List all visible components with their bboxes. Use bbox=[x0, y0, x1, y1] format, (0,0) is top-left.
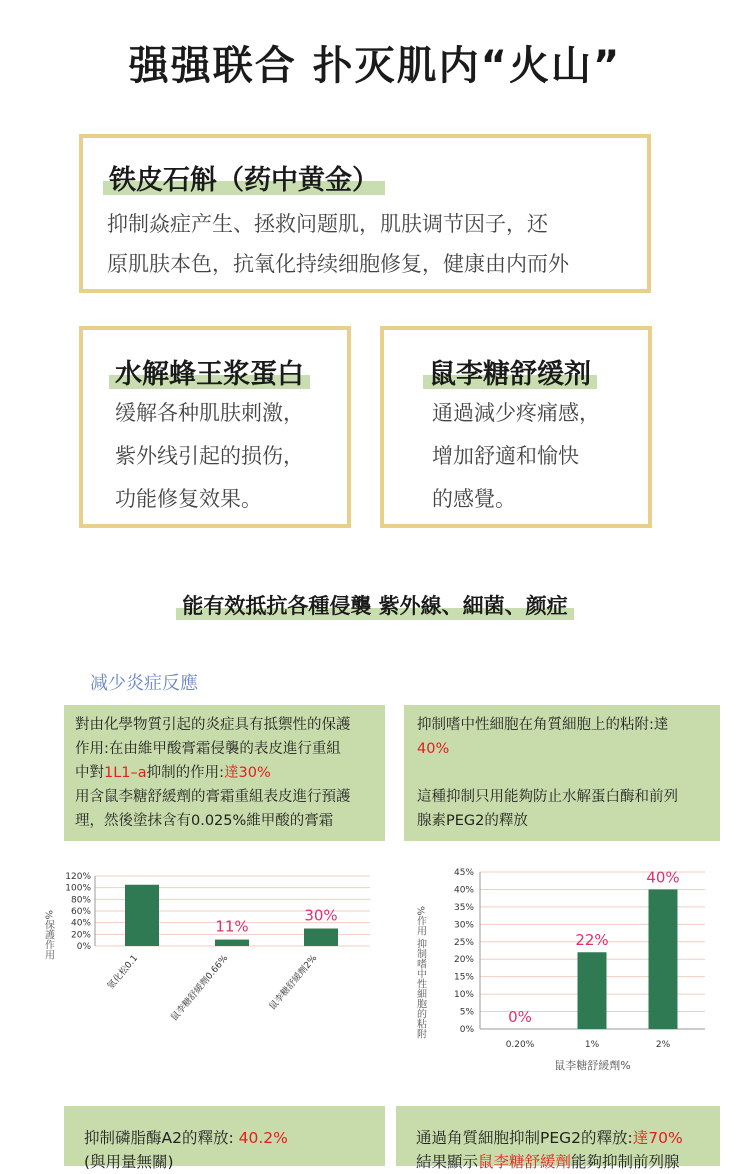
info-panel-bottom-left bbox=[64, 1106, 385, 1171]
ingredient-card-dendrobium bbox=[79, 134, 651, 293]
panel-text: 中對 bbox=[75, 765, 104, 781]
section-subheading: 能有效抵抗各種侵襲 紫外線、細菌、颜症 bbox=[176, 590, 573, 620]
y-axis-label: %作用 抑制嗜中性細胞的粘附 bbox=[414, 906, 426, 1039]
y-tick-label: 20% bbox=[453, 955, 474, 966]
panel-highlight: 40.2% bbox=[238, 1129, 288, 1147]
x-tick-label: 0.20% bbox=[505, 1040, 535, 1050]
panel-highlight: 鼠李糖舒緩劑 bbox=[478, 1153, 572, 1171]
y-tick-label: 100% bbox=[65, 883, 91, 894]
x-tick-label: 鼠李糖舒緩劑2% bbox=[267, 953, 320, 1013]
panel-highlight: 達30% bbox=[224, 765, 271, 781]
card-text-line: 的感覺。 bbox=[432, 487, 516, 511]
y-tick-label: 10% bbox=[453, 990, 474, 1001]
page-title: 强强联合 扑灭肌内“火山” bbox=[128, 43, 622, 89]
y-tick-label: 35% bbox=[453, 902, 474, 913]
bar-chart-adhesion bbox=[400, 860, 720, 1080]
panel-text: 抑制磷脂酶A2的釋放: bbox=[84, 1129, 239, 1147]
panel-line: 這種抑制只用能夠防止水解蛋白酶和前列 bbox=[417, 789, 678, 805]
y-tick-label: 60% bbox=[70, 907, 91, 917]
panel-line bbox=[75, 761, 385, 785]
y-tick-label: 20% bbox=[70, 930, 91, 941]
y-axis-label: %保護作用 bbox=[42, 910, 54, 960]
card-text-line: 通過減少疼痛感， bbox=[432, 401, 600, 425]
info-panel-right bbox=[404, 705, 720, 841]
x-axis-label: 鼠李糖舒緩劑% bbox=[554, 1059, 631, 1072]
x-tick-label: 1% bbox=[584, 1040, 600, 1050]
panel-line: 作用:在由維甲酸膏霜侵襲的表皮進行重組 bbox=[75, 741, 341, 757]
panel-text: 抑制的作用: bbox=[146, 765, 225, 781]
x-tick-label: 氫化松0.1 bbox=[106, 953, 141, 992]
panel-text: 能夠抑制前列腺 bbox=[571, 1153, 680, 1171]
panel-line: 腺素PEG2的釋放 bbox=[417, 813, 528, 829]
panel-highlight: 達70% bbox=[632, 1129, 683, 1147]
ingredient-card-rhamnose bbox=[380, 326, 652, 528]
y-tick-label: 25% bbox=[453, 937, 474, 948]
data-label: 30% bbox=[304, 906, 338, 925]
panel-line bbox=[416, 1126, 720, 1150]
bar bbox=[578, 952, 607, 1029]
data-label: 40% bbox=[646, 868, 680, 887]
x-tick-label: 鼠李糖舒緩劑0.66% bbox=[169, 953, 231, 1024]
panel-text: 通過角質細胞抑制PEG2的釋放: bbox=[416, 1129, 633, 1147]
panel-highlight: 40% bbox=[417, 741, 450, 757]
bar-chart-protection bbox=[30, 860, 390, 1060]
card-text-line: 抑制焱症产生、拯救问题肌，肌肤调节因子，还 bbox=[107, 212, 548, 236]
card-text-line: 原肌肤本色，抗氧化持续细胞修复，健康由内而外 bbox=[107, 252, 569, 276]
panel-line bbox=[84, 1126, 385, 1150]
card-text-line: 增加舒適和愉快 bbox=[432, 444, 579, 468]
card-heading: 鼠李糖舒缓剂 bbox=[423, 352, 597, 391]
y-tick-label: 5% bbox=[459, 1007, 474, 1018]
y-tick-label: 30% bbox=[453, 920, 474, 931]
panel-line: 理，然後塗抹含有0.025%維甲酸的膏霜 bbox=[75, 813, 334, 829]
bar bbox=[215, 940, 249, 946]
card-heading: 水解蜂王浆蛋白 bbox=[109, 352, 310, 391]
y-tick-label: 120% bbox=[65, 872, 91, 882]
bar bbox=[304, 929, 338, 947]
info-panel-bottom-right bbox=[396, 1106, 720, 1171]
card-text-line: 缓解各种肌肤刺激， bbox=[115, 401, 304, 425]
data-label: 11% bbox=[215, 917, 249, 936]
y-tick-label: 40% bbox=[70, 918, 91, 929]
card-heading: 铁皮石斛（药中黄金） bbox=[103, 158, 385, 197]
section-label-reduce-inflammation: 减少炎症反應 bbox=[90, 673, 198, 694]
panel-line: 用含鼠李糖舒緩劑的膏霜重組表皮進行預護 bbox=[75, 789, 351, 805]
info-panel-left bbox=[64, 705, 385, 841]
bar bbox=[649, 889, 678, 1029]
panel-line bbox=[416, 1150, 720, 1174]
y-tick-label: 80% bbox=[70, 895, 91, 906]
ingredient-card-royal-jelly bbox=[79, 326, 351, 528]
y-tick-label: 40% bbox=[453, 885, 474, 896]
data-label: 0% bbox=[508, 1008, 532, 1026]
panel-line: 對由化學物質引起的炎症具有抵禦性的保護 bbox=[75, 717, 351, 733]
data-label: 22% bbox=[575, 931, 609, 950]
panel-line: (與用量無關) bbox=[84, 1153, 174, 1171]
panel-highlight: 1L1–a bbox=[104, 765, 147, 781]
y-tick-label: 45% bbox=[453, 868, 474, 878]
card-text-line: 功能修复效果。 bbox=[115, 487, 262, 511]
y-tick-label: 15% bbox=[453, 972, 474, 983]
bar bbox=[125, 885, 159, 946]
y-tick-label: 0% bbox=[459, 1025, 474, 1035]
panel-line: 抑制嗜中性細胞在角質細胞上的粘附:達 bbox=[417, 717, 669, 733]
panel-text: 結果顯示 bbox=[416, 1153, 479, 1171]
x-tick-label: 2% bbox=[655, 1040, 671, 1050]
y-tick-label: 0% bbox=[76, 942, 91, 952]
section-subheading-wrap bbox=[0, 590, 750, 620]
card-text-line: 紫外线引起的损伤， bbox=[115, 444, 304, 468]
